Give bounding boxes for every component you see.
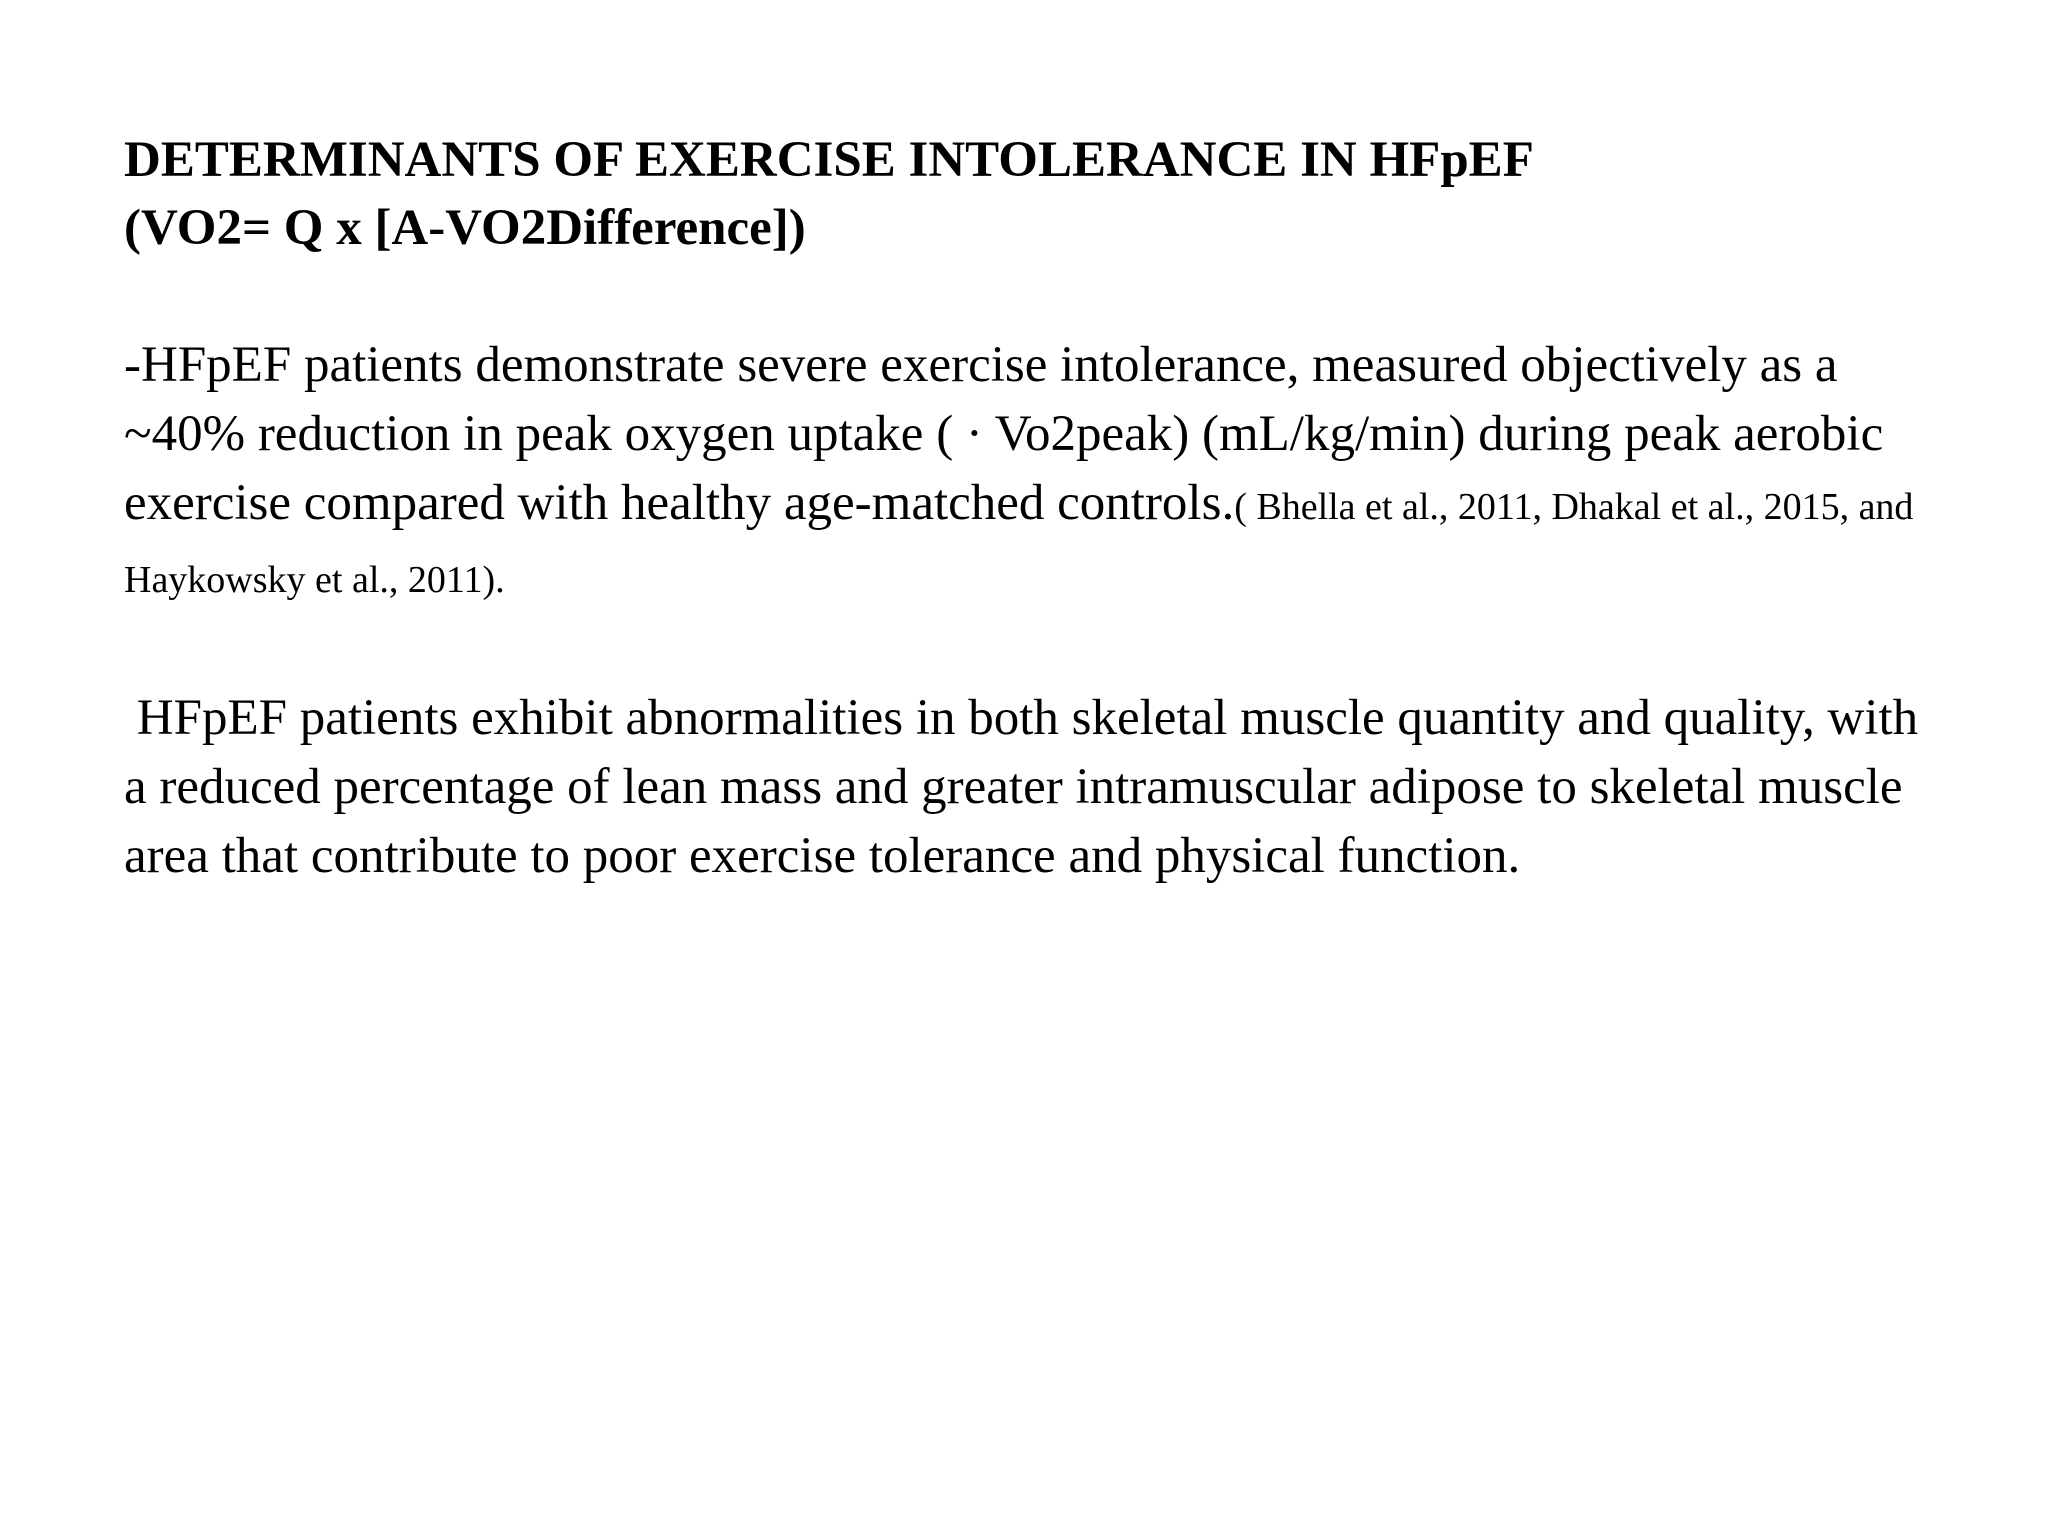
- slide-content: [124, 126, 1931, 891]
- paragraph-exercise-intolerance: [124, 331, 1924, 615]
- paragraph-1-text: -HFpEF patients demonstrate severe exercise intolerance, measured objectively as a ~40% reduction in peak oxygen uptake ( · Vo2peak) (mL/kg/min) during peak aerobic exercise compared with healthy age-matched controls.: [124, 337, 1884, 531]
- paragraph-skeletal-muscle: HFpEF patients exhibit abnormalities in both skeletal muscle quantity and quality, with a reduced percentage of lean mass and greater intramuscular adipose to skeletal muscle area that contribute to poor exercise tolerance and physical function.: [124, 690, 1931, 884]
- title-line-2: (VO2= Q x [A-VO2Difference]): [124, 200, 806, 256]
- title-line-1: DETERMINANTS OF EXERCISE INTOLERANCE IN HFpEF: [124, 132, 1534, 188]
- paragraph-1-citation: ( Bhella et al., 2011, Dhakal et al., 2015, and Haykowsky et al., 2011).: [124, 486, 1914, 601]
- slide-title: [124, 126, 1924, 262]
